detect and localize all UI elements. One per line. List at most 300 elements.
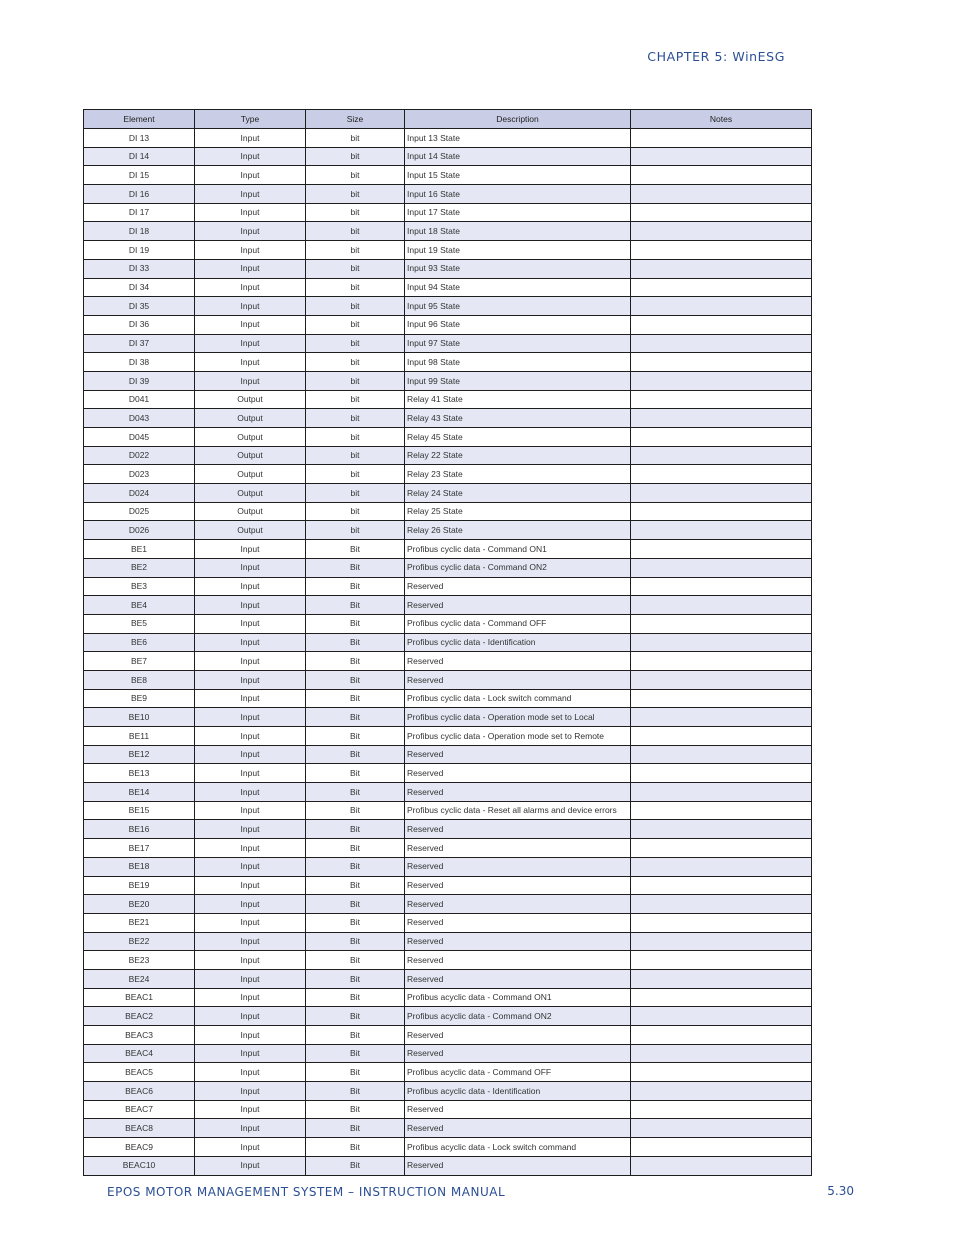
element-cell: D024: [84, 484, 195, 503]
table-row: [84, 278, 812, 297]
description-cell: Relay 23 State: [405, 465, 631, 484]
element-cell: DI 34: [84, 278, 195, 297]
notes-cell: [631, 521, 812, 540]
table-row: [84, 353, 812, 372]
column-header-notes: Notes: [631, 110, 812, 129]
element-cell: D023: [84, 465, 195, 484]
notes-cell: [631, 857, 812, 876]
table-row: [84, 614, 812, 633]
size-cell: Bit: [306, 1138, 405, 1157]
table-row: [84, 951, 812, 970]
type-cell: Input: [195, 820, 306, 839]
type-cell: Input: [195, 222, 306, 241]
type-cell: Input: [195, 1119, 306, 1138]
type-cell: Input: [195, 783, 306, 802]
description-cell: Relay 25 State: [405, 502, 631, 521]
description-cell: Relay 41 State: [405, 390, 631, 409]
size-cell: Bit: [306, 558, 405, 577]
size-cell: Bit: [306, 1156, 405, 1175]
description-cell: Input 94 State: [405, 278, 631, 297]
table-row: [84, 577, 812, 596]
column-header-size: Size: [306, 110, 405, 129]
size-cell: Bit: [306, 1063, 405, 1082]
description-cell: Profibus acyclic data - Command ON2: [405, 1007, 631, 1026]
table-row: [84, 820, 812, 839]
size-cell: Bit: [306, 932, 405, 951]
size-cell: Bit: [306, 670, 405, 689]
notes-cell: [631, 502, 812, 521]
size-cell: bit: [306, 334, 405, 353]
notes-cell: [631, 764, 812, 783]
notes-cell: [631, 1044, 812, 1063]
description-cell: Reserved: [405, 969, 631, 988]
table-row: [84, 988, 812, 1007]
type-cell: Input: [195, 839, 306, 858]
type-cell: Input: [195, 764, 306, 783]
table-row: [84, 596, 812, 615]
size-cell: bit: [306, 222, 405, 241]
description-cell: Reserved: [405, 1119, 631, 1138]
table-row: [84, 857, 812, 876]
type-cell: Input: [195, 932, 306, 951]
element-cell: DI 39: [84, 371, 195, 390]
size-cell: Bit: [306, 839, 405, 858]
notes-cell: [631, 203, 812, 222]
element-cell: BE1: [84, 540, 195, 559]
size-cell: bit: [306, 241, 405, 260]
description-cell: Input 93 State: [405, 259, 631, 278]
type-cell: Input: [195, 540, 306, 559]
element-cell: DI 16: [84, 185, 195, 204]
notes-cell: [631, 166, 812, 185]
size-cell: Bit: [306, 1100, 405, 1119]
element-cell: BEAC1: [84, 988, 195, 1007]
type-cell: Input: [195, 371, 306, 390]
description-cell: Reserved: [405, 932, 631, 951]
description-cell: Reserved: [405, 577, 631, 596]
table-row: [84, 259, 812, 278]
notes-cell: [631, 371, 812, 390]
type-cell: Output: [195, 502, 306, 521]
type-cell: Input: [195, 895, 306, 914]
size-cell: bit: [306, 371, 405, 390]
size-cell: Bit: [306, 540, 405, 559]
notes-cell: [631, 652, 812, 671]
type-cell: Input: [195, 203, 306, 222]
size-cell: Bit: [306, 1007, 405, 1026]
type-cell: Input: [195, 988, 306, 1007]
element-cell: BE17: [84, 839, 195, 858]
type-cell: Input: [195, 801, 306, 820]
table-row: [84, 409, 812, 428]
size-cell: Bit: [306, 745, 405, 764]
table-row: [84, 801, 812, 820]
description-cell: Relay 45 State: [405, 428, 631, 447]
notes-cell: [631, 727, 812, 746]
notes-cell: [631, 633, 812, 652]
table-row: [84, 241, 812, 260]
notes-cell: [631, 185, 812, 204]
notes-cell: [631, 969, 812, 988]
element-cell: BE20: [84, 895, 195, 914]
element-cell: BEAC2: [84, 1007, 195, 1026]
table-row: [84, 558, 812, 577]
table-row: [84, 428, 812, 447]
element-cell: DI 19: [84, 241, 195, 260]
description-cell: Reserved: [405, 1100, 631, 1119]
element-cell: BEAC7: [84, 1100, 195, 1119]
description-cell: Reserved: [405, 913, 631, 932]
description-cell: Reserved: [405, 596, 631, 615]
description-cell: Reserved: [405, 876, 631, 895]
table-row: [84, 1063, 812, 1082]
description-cell: Reserved: [405, 670, 631, 689]
type-cell: Input: [195, 1138, 306, 1157]
description-cell: Profibus acyclic data - Identification: [405, 1082, 631, 1101]
table-row: [84, 1156, 812, 1175]
size-cell: Bit: [306, 913, 405, 932]
notes-cell: [631, 428, 812, 447]
table-row: [84, 652, 812, 671]
type-cell: Input: [195, 614, 306, 633]
table-row: [84, 1007, 812, 1026]
element-cell: BEAC6: [84, 1082, 195, 1101]
type-cell: Input: [195, 857, 306, 876]
type-cell: Input: [195, 913, 306, 932]
notes-cell: [631, 783, 812, 802]
type-cell: Input: [195, 1044, 306, 1063]
type-cell: Input: [195, 708, 306, 727]
element-cell: BE5: [84, 614, 195, 633]
description-cell: Reserved: [405, 652, 631, 671]
description-cell: Input 13 State: [405, 129, 631, 148]
size-cell: Bit: [306, 783, 405, 802]
column-header-type: Type: [195, 110, 306, 129]
table-row: [84, 222, 812, 241]
size-cell: Bit: [306, 614, 405, 633]
size-cell: bit: [306, 166, 405, 185]
element-cell: DI 15: [84, 166, 195, 185]
size-cell: bit: [306, 428, 405, 447]
size-cell: bit: [306, 297, 405, 316]
type-cell: Input: [195, 745, 306, 764]
type-cell: Input: [195, 969, 306, 988]
table-row: [84, 540, 812, 559]
type-cell: Input: [195, 166, 306, 185]
size-cell: Bit: [306, 969, 405, 988]
table-row: [84, 745, 812, 764]
type-cell: Input: [195, 558, 306, 577]
size-cell: bit: [306, 446, 405, 465]
size-cell: Bit: [306, 820, 405, 839]
table-row: [84, 1026, 812, 1045]
element-cell: BEAC10: [84, 1156, 195, 1175]
description-cell: Reserved: [405, 764, 631, 783]
type-cell: Input: [195, 129, 306, 148]
element-cell: BE2: [84, 558, 195, 577]
element-cell: BE18: [84, 857, 195, 876]
element-cell: BE3: [84, 577, 195, 596]
element-cell: DI 38: [84, 353, 195, 372]
description-cell: Relay 43 State: [405, 409, 631, 428]
type-cell: Input: [195, 1156, 306, 1175]
element-cell: BE4: [84, 596, 195, 615]
element-cell: BE6: [84, 633, 195, 652]
type-cell: Output: [195, 465, 306, 484]
element-cell: D041: [84, 390, 195, 409]
notes-cell: [631, 147, 812, 166]
table-row: [84, 315, 812, 334]
notes-cell: [631, 596, 812, 615]
element-cell: D043: [84, 409, 195, 428]
type-cell: Output: [195, 409, 306, 428]
notes-cell: [631, 353, 812, 372]
description-cell: Profibus acyclic data - Lock switch command: [405, 1138, 631, 1157]
element-cell: DI 13: [84, 129, 195, 148]
description-cell: Relay 26 State: [405, 521, 631, 540]
type-cell: Input: [195, 951, 306, 970]
type-cell: Input: [195, 633, 306, 652]
description-cell: Input 15 State: [405, 166, 631, 185]
description-cell: Reserved: [405, 895, 631, 914]
element-cell: BE15: [84, 801, 195, 820]
table-header-row: [84, 110, 812, 129]
size-cell: Bit: [306, 857, 405, 876]
type-cell: Input: [195, 241, 306, 260]
table-row: [84, 371, 812, 390]
notes-cell: [631, 129, 812, 148]
notes-cell: [631, 1156, 812, 1175]
notes-cell: [631, 932, 812, 951]
size-cell: bit: [306, 185, 405, 204]
size-cell: bit: [306, 409, 405, 428]
manual-title: EPOS MOTOR MANAGEMENT SYSTEM – INSTRUCTION MANUAL: [107, 1185, 506, 1199]
notes-cell: [631, 409, 812, 428]
table-row: [84, 185, 812, 204]
element-cell: D026: [84, 521, 195, 540]
element-cell: DI 18: [84, 222, 195, 241]
table-row: [84, 484, 812, 503]
element-cell: DI 37: [84, 334, 195, 353]
type-cell: Output: [195, 521, 306, 540]
notes-cell: [631, 540, 812, 559]
element-cell: D045: [84, 428, 195, 447]
size-cell: bit: [306, 502, 405, 521]
notes-cell: [631, 820, 812, 839]
type-cell: Input: [195, 596, 306, 615]
notes-cell: [631, 1082, 812, 1101]
table-row: [84, 390, 812, 409]
notes-cell: [631, 390, 812, 409]
size-cell: Bit: [306, 596, 405, 615]
description-cell: Profibus cyclic data - Command ON2: [405, 558, 631, 577]
notes-cell: [631, 839, 812, 858]
description-cell: Input 18 State: [405, 222, 631, 241]
notes-cell: [631, 484, 812, 503]
type-cell: Input: [195, 1100, 306, 1119]
notes-cell: [631, 1026, 812, 1045]
type-cell: Input: [195, 689, 306, 708]
type-cell: Output: [195, 446, 306, 465]
description-cell: Input 99 State: [405, 371, 631, 390]
size-cell: bit: [306, 203, 405, 222]
table-row: [84, 913, 812, 932]
column-header-description: Description: [405, 110, 631, 129]
size-cell: Bit: [306, 577, 405, 596]
element-cell: DI 14: [84, 147, 195, 166]
notes-cell: [631, 1119, 812, 1138]
table-row: [84, 1138, 812, 1157]
description-cell: Profibus cyclic data - Operation mode set to Local: [405, 708, 631, 727]
size-cell: Bit: [306, 1119, 405, 1138]
type-cell: Input: [195, 876, 306, 895]
table-row: [84, 708, 812, 727]
notes-cell: [631, 577, 812, 596]
table-body: [84, 129, 812, 1176]
type-cell: Input: [195, 278, 306, 297]
table-row: [84, 689, 812, 708]
element-cell: BE11: [84, 727, 195, 746]
element-cell: DI 36: [84, 315, 195, 334]
notes-cell: [631, 988, 812, 1007]
size-cell: bit: [306, 521, 405, 540]
size-cell: Bit: [306, 633, 405, 652]
table-row: [84, 633, 812, 652]
size-cell: Bit: [306, 988, 405, 1007]
description-cell: Input 19 State: [405, 241, 631, 260]
description-cell: Reserved: [405, 951, 631, 970]
description-cell: Profibus cyclic data - Command OFF: [405, 614, 631, 633]
description-cell: Reserved: [405, 820, 631, 839]
element-cell: BE7: [84, 652, 195, 671]
table-row: [84, 727, 812, 746]
notes-cell: [631, 446, 812, 465]
description-cell: Profibus cyclic data - Operation mode set to Remote: [405, 727, 631, 746]
description-cell: Reserved: [405, 745, 631, 764]
notes-cell: [631, 1007, 812, 1026]
table-row: [84, 297, 812, 316]
size-cell: Bit: [306, 876, 405, 895]
size-cell: Bit: [306, 764, 405, 783]
size-cell: bit: [306, 278, 405, 297]
element-cell: BE9: [84, 689, 195, 708]
description-cell: Input 17 State: [405, 203, 631, 222]
notes-cell: [631, 259, 812, 278]
type-cell: Input: [195, 334, 306, 353]
notes-cell: [631, 689, 812, 708]
element-cell: BE21: [84, 913, 195, 932]
table-row: [84, 1100, 812, 1119]
table-row: [84, 129, 812, 148]
notes-cell: [631, 670, 812, 689]
description-cell: Reserved: [405, 783, 631, 802]
notes-cell: [631, 1138, 812, 1157]
type-cell: Input: [195, 1082, 306, 1101]
size-cell: Bit: [306, 951, 405, 970]
element-cell: BE16: [84, 820, 195, 839]
size-cell: Bit: [306, 895, 405, 914]
element-cell: BE8: [84, 670, 195, 689]
size-cell: bit: [306, 465, 405, 484]
description-cell: Reserved: [405, 1026, 631, 1045]
type-cell: Input: [195, 577, 306, 596]
table-row: [84, 969, 812, 988]
element-cell: BE22: [84, 932, 195, 951]
table-row: [84, 166, 812, 185]
notes-cell: [631, 801, 812, 820]
element-cell: BE23: [84, 951, 195, 970]
type-cell: Input: [195, 1026, 306, 1045]
size-cell: bit: [306, 315, 405, 334]
size-cell: Bit: [306, 708, 405, 727]
description-cell: Reserved: [405, 839, 631, 858]
size-cell: bit: [306, 129, 405, 148]
description-cell: Input 16 State: [405, 185, 631, 204]
table-row: [84, 839, 812, 858]
table-row: [84, 334, 812, 353]
description-cell: Reserved: [405, 857, 631, 876]
description-cell: Profibus cyclic data - Identification: [405, 633, 631, 652]
table-row: [84, 1044, 812, 1063]
size-cell: bit: [306, 390, 405, 409]
notes-cell: [631, 465, 812, 484]
type-cell: Input: [195, 185, 306, 204]
table-row: [84, 465, 812, 484]
size-cell: bit: [306, 147, 405, 166]
table-row: [84, 895, 812, 914]
table-row: [84, 203, 812, 222]
description-cell: Input 96 State: [405, 315, 631, 334]
type-cell: Input: [195, 1063, 306, 1082]
size-cell: Bit: [306, 1082, 405, 1101]
description-cell: Relay 22 State: [405, 446, 631, 465]
type-cell: Input: [195, 652, 306, 671]
element-cell: DI 35: [84, 297, 195, 316]
notes-cell: [631, 1100, 812, 1119]
element-cell: BE19: [84, 876, 195, 895]
notes-cell: [631, 241, 812, 260]
notes-cell: [631, 876, 812, 895]
table-row: [84, 521, 812, 540]
size-cell: bit: [306, 484, 405, 503]
description-cell: Profibus cyclic data - Lock switch command: [405, 689, 631, 708]
element-cell: BEAC8: [84, 1119, 195, 1138]
table-row: [84, 764, 812, 783]
type-cell: Output: [195, 428, 306, 447]
element-cell: DI 33: [84, 259, 195, 278]
type-cell: Input: [195, 353, 306, 372]
notes-cell: [631, 315, 812, 334]
size-cell: Bit: [306, 801, 405, 820]
element-cell: BEAC5: [84, 1063, 195, 1082]
description-cell: Reserved: [405, 1156, 631, 1175]
size-cell: Bit: [306, 727, 405, 746]
notes-cell: [631, 745, 812, 764]
element-cell: D022: [84, 446, 195, 465]
notes-cell: [631, 614, 812, 633]
size-cell: Bit: [306, 689, 405, 708]
table-row: [84, 147, 812, 166]
description-cell: Profibus cyclic data - Command ON1: [405, 540, 631, 559]
element-cell: BE14: [84, 783, 195, 802]
page-number: 5.30: [827, 1184, 854, 1198]
description-cell: Input 97 State: [405, 334, 631, 353]
notes-cell: [631, 895, 812, 914]
description-cell: Input 14 State: [405, 147, 631, 166]
size-cell: bit: [306, 353, 405, 372]
chapter-heading: CHAPTER 5: WinESG: [647, 49, 785, 64]
notes-cell: [631, 913, 812, 932]
